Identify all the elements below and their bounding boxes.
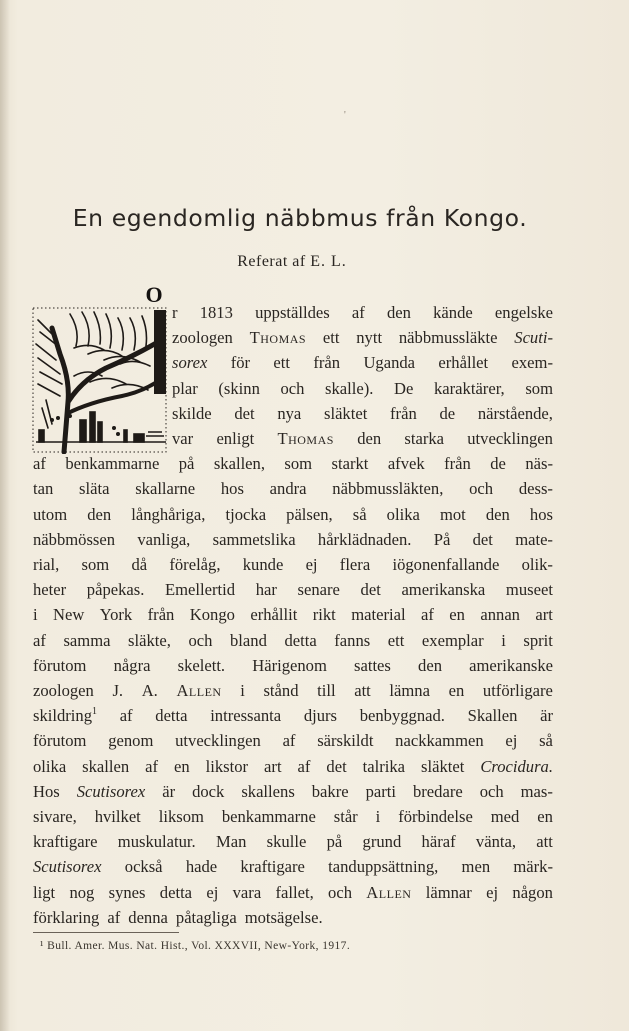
text-line: förklaring af denna påtagliga motsägelse. xyxy=(33,907,323,927)
text-line: var enligt Thomas den starka utvecklingen xyxy=(172,429,553,448)
text-line: Scutisorex också hade kraftigare tanduppsättning, men märk- xyxy=(33,857,553,877)
text-line: Hos Scutisorex är dock skallens bakre parti bredare och mas- xyxy=(33,781,553,801)
text-line: zoologen Thomas ett nytt näbbmussläkte Scuti- xyxy=(172,328,553,348)
text-line: näbbmössen vanliga, sammetslika hårklädnaden. På det mate- xyxy=(33,529,553,549)
text-line: tan släta skallarne hos andra näbbmussläkten, och dess- xyxy=(33,479,553,499)
text-line: olika skallen af en likstor art af det talrika släktet Crocidura. xyxy=(33,756,553,776)
text-line: skilde det nya släktet från de närstående, xyxy=(172,403,553,423)
text-line: sorex för ett från Uganda erhållet exem- xyxy=(172,353,553,373)
text-line: utom den långhåriga, tjocka pälsen, så olika mot den hos xyxy=(33,504,553,524)
text-line: förutom genom utvecklingen af särskildt nackkammen ej så xyxy=(33,731,553,751)
text-line: zoologen J. A. Allen i stånd till att lämna en utförligare xyxy=(33,681,553,700)
byline-author: E. L. xyxy=(310,253,347,270)
article-title: En egendomlig näbbmus från Kongo. xyxy=(72,204,528,232)
header-mark: ' xyxy=(344,110,346,121)
text-line: i New York från Kongo erhållit rikt material af en annan art xyxy=(33,605,553,625)
text-line: kraftigare muskulatur. Man skulle på grund häraf vänta, att xyxy=(33,832,553,852)
text-line: skildring$^1$ af detta intressanta djurs benbyggnad. Skallen är xyxy=(33,706,553,726)
text-line: ligt nog synes detta ej vara fallet, och Allen lämnar ej någon xyxy=(33,882,553,902)
drop-cap-illustration xyxy=(30,284,168,454)
byline-prefix: Referat af xyxy=(237,253,306,270)
drop-cap-letter: O xyxy=(145,284,163,307)
footnote: ¹ Bull. Amer. Mus. Nat. Hist., Vol. XXXVII, New-York, 1917. xyxy=(40,940,351,952)
text-line: af benkammarne på skallen, som starkt afvek från de näs- xyxy=(33,454,553,474)
footnote-rule xyxy=(33,932,179,933)
text-line: förutom några skelett. Härigenom sattes den amerikanske xyxy=(33,655,553,675)
text-line: sivare, hvilket liksom benkammarne står i förbindelse med en xyxy=(33,807,553,826)
spine-shadow xyxy=(0,0,10,1031)
text-line: r 1813 uppställdes af den kände engelske xyxy=(172,303,553,322)
text-line: af samma släkte, och bland detta fanns ett exemplar i sprit xyxy=(33,630,553,650)
text-line: plar (skinn och skalle). De karaktärer, som xyxy=(172,378,553,398)
text-line: rial, som då förelåg, kunde ej flera iögonenfallande olik- xyxy=(33,555,553,574)
text-line: heter påpekas. Emellertid har senare det amerikanska museet xyxy=(33,580,553,600)
byline xyxy=(0,253,584,271)
